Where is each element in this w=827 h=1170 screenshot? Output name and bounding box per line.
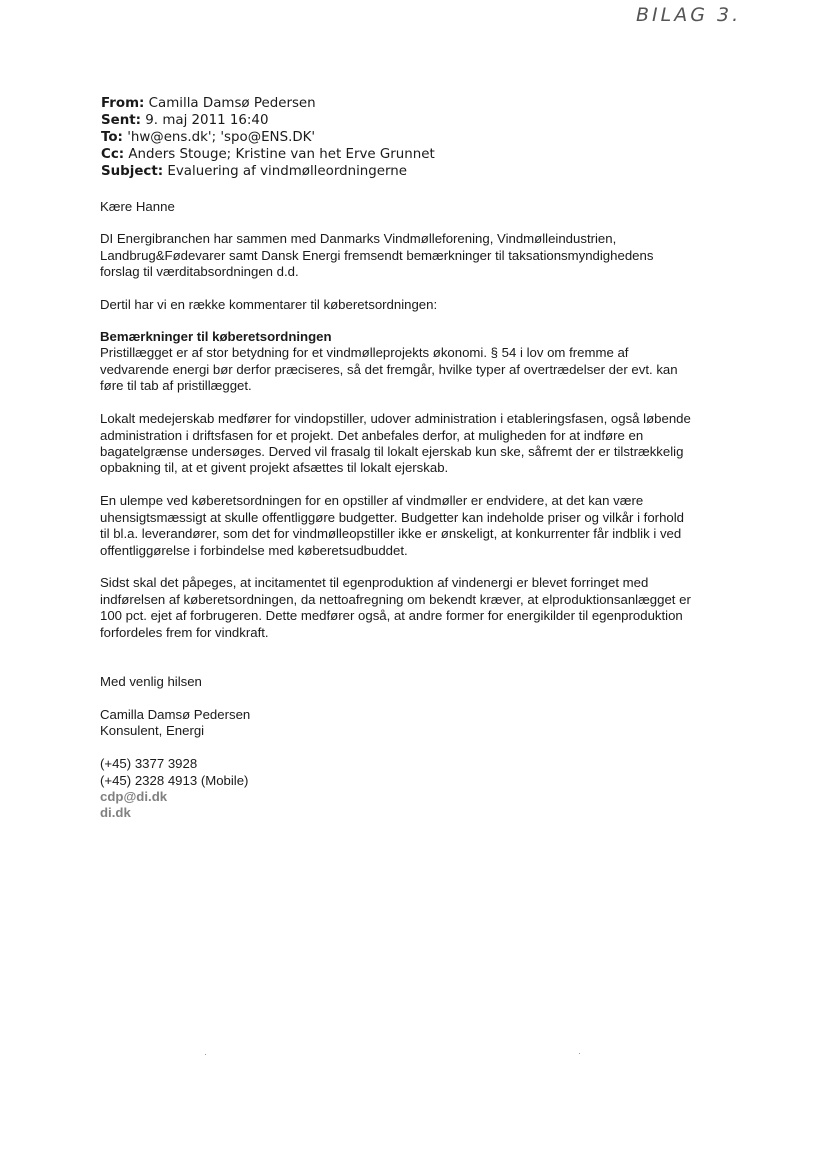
signature-phone: (+45) 3377 3928 [100,756,198,772]
closing: Med venlig hilsen [100,674,202,690]
signature-mobile: (+45) 2328 4913 (Mobile) [100,772,249,788]
scan-speck [579,1053,580,1054]
paragraph-egenproduktion: Sidst skal det påpeges, at incitamentet til egenproduktion af vindenergi er blevet forringet med indførelsen af køberetsordningen, da nettoafregning om bekendt kræver, at elproduktionsanlægget er 100 pct. ejet af forbrugeren. Dette medfører også, at andre former for energikilder til egenproduktion forfordeles frem for vindkraft. [100,575,691,640]
signature-web-link[interactable]: di.dk [100,805,131,821]
from-label: From: [101,96,145,111]
to-value: 'hw@ens.dk'; 'spo@ENS.DK' [127,129,316,145]
paragraph-budgetter: En ulempe ved køberetsordningen for en opstiller af vindmøller er endvidere, at det kan være uhensigtsmæssigt at skulle offentliggøre budgetter. Budgetter kan indeholde priser og vilkår i forhold til bl.a. leverandører, som det for vindmølleopstiller ikke er ønskeligt, at konkurrenter får indblik i ved offentliggørelse i forbindelse med køberetsudbuddet. [100,493,685,558]
signature-email-link[interactable]: cdp@di.dk [100,789,168,805]
cc-label: Cc: [101,146,125,162]
sent-row [101,113,435,130]
greeting: Kære Hanne [100,199,175,214]
section-heading: Bemærkninger til køberetsordningen [100,329,332,345]
handwritten-annotation: BILAG 3. [636,4,742,26]
paragraph-comments-intro: Dertil har vi en række kommentarer til køberetsordningen: [100,296,438,312]
subject-value: Evaluering af vindmølleordningerne [167,163,408,179]
subject-label: Subject: [101,163,164,179]
sent-label: Sent: [101,112,142,128]
subject-row [101,164,435,181]
signature-title: Konsulent, Energi [100,723,205,739]
from-row [101,96,435,113]
paragraph-medejerskab: Lokalt medejerskab medfører for vindopstiller, udover administration i etableringsfasen, også løbende administration i driftsfasen for et projekt. Det anbefales derfor, at muligheden for at indføre en bagatelgrænse undersøges. Derved vil frasalg til lokalt ejerskab kun ske, såfremt der er tilstrækkelig opbakning til, at et givent projekt afsættes til lokalt ejerskab. [100,411,691,476]
paragraph-intro: DI Energibranchen har sammen med Danmarks Vindmølleforening, Vindmølleindustrien, Landbrug&Fødevarer samt Dansk Energi fremsendt bemærkninger til taksationsmyndighedens forslag til værditabsordningen d.d. [100,231,654,280]
sent-value: 9. maj 2011 16:40 [145,112,269,128]
signature-name: Camilla Damsø Pedersen [100,706,251,722]
from-value: Camilla Damsø Pedersen [148,96,316,111]
paragraph-pristillaeg: Pristillægget er af stor betydning for et vindmølleprojekts økonomi. § 54 i lov om fremme af vedvarende energi bør derfor præciseres, så det fremgår, hvilke typer af overtrædelser der evt. kan føre til tab af pristillægget. [100,345,678,394]
scan-speck [205,1054,206,1055]
to-label: To: [101,129,123,145]
to-row [101,130,435,147]
email-header [101,96,435,181]
cc-value: Anders Stouge; Kristine van het Erve Grunnet [128,146,435,162]
email-body [100,199,730,822]
cc-row [101,147,435,164]
